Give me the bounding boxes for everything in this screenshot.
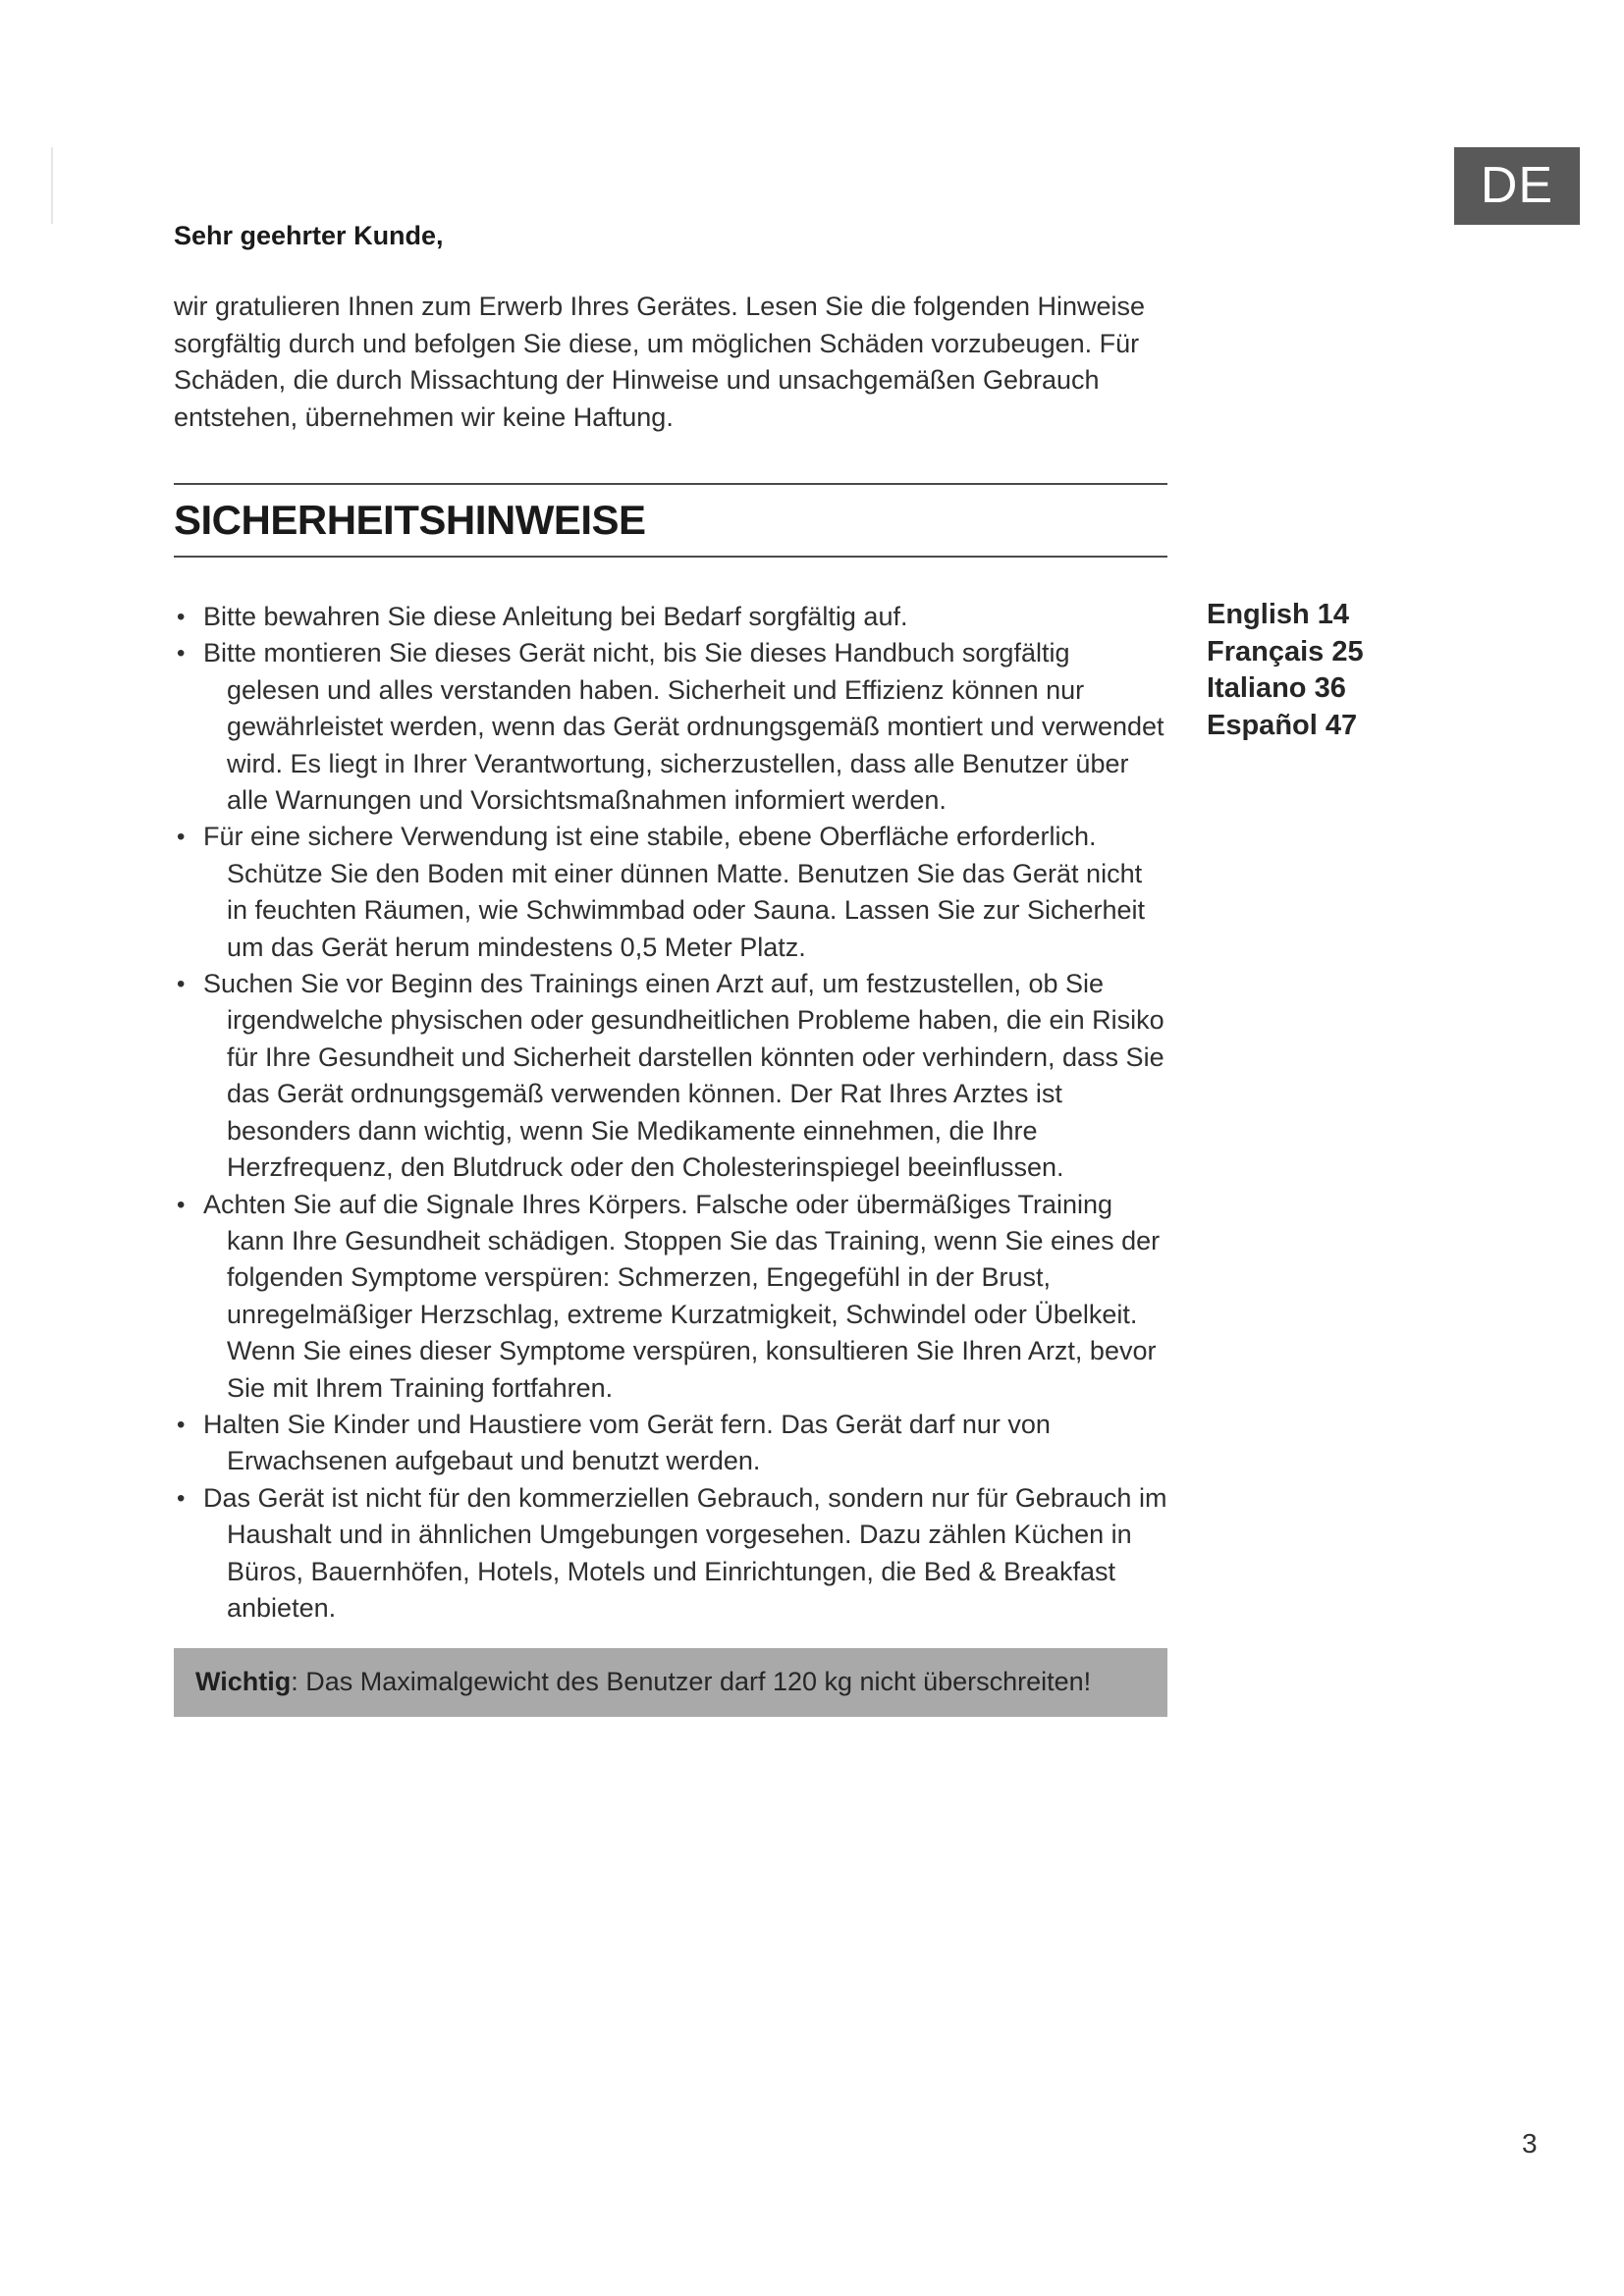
bullet-icon: • — [177, 824, 186, 851]
section-divider-bottom — [174, 556, 1167, 558]
list-item-text: Bitte bewahren Sie diese Anleitung bei Bedarf sorgfältig auf. — [203, 602, 908, 631]
list-item — [174, 819, 1167, 966]
important-notice-box — [174, 1648, 1167, 1717]
language-index-spanish: Español 47 — [1207, 709, 1358, 741]
bullet-icon: • — [177, 1411, 186, 1438]
section-divider-top — [174, 483, 1167, 485]
bullet-icon: • — [177, 640, 186, 667]
list-item-text: Für eine sichere Verwendung ist eine stabile, ebene Oberfläche erforderlich. Schütze Sie den Boden mit einer dünnen Matte. Benutzen Sie das Gerät nicht in feuchten Räumen, wie Schwimmbad oder Sauna. Lassen Sie zur Sicherheit um das Gerät herum mindestens 0,5 Meter Platz. — [203, 822, 1146, 962]
bullet-icon: • — [177, 1191, 186, 1218]
margin-marker — [51, 147, 53, 224]
main-content — [174, 216, 1167, 1717]
page-number: 3 — [1522, 2128, 1538, 2159]
list-item — [174, 599, 1167, 635]
list-item — [174, 966, 1167, 1186]
section-title: SICHERHEITSHINWEISE — [174, 497, 646, 543]
list-item — [174, 1480, 1167, 1628]
language-index-french: Français 25 — [1207, 635, 1364, 667]
list-item — [174, 1187, 1167, 1407]
list-item-text: Bitte montieren Sie dieses Gerät nicht, bis Sie dieses Handbuch sorgfältig gelesen und alles verstanden haben. Sicherheit und Effizienz können nur gewährleistet werden, wenn das Gerät ordnungsgemäß montiert und verwendet wird. Es liegt in Ihrer Verantwortung, sicherzustellen, dass alle Benutzer über alle Warnungen und Vorsichtsmaßnahmen informiert werden. — [203, 638, 1164, 816]
intro-paragraph: wir gratulieren Ihnen zum Erwerb Ihres Gerätes. Lesen Sie die folgenden Hinweise sorgfältig durch und befolgen Sie diese, um möglichen Schäden vorzubeugen. Für Schäden, die durch Missachtung der Hinweise und unsachgemäßen Gebrauch entstehen, übernehmen wir keine Haftung. — [174, 292, 1146, 432]
notice-separator: : — [291, 1667, 298, 1697]
notice-label: Wichtig — [195, 1667, 292, 1697]
list-item-text: Das Gerät ist nicht für den kommerziellen Gebrauch, sondern nur für Gebrauch im Haushalt und in ähnlichen Umgebungen vorgesehen. Dazu zählen Küchen in Büros, Bauernhöfen, Hotels, Motels und Einrichtungen, die Bed & Breakfast anbieten. — [203, 1482, 1167, 1623]
list-item-text: Achten Sie auf die Signale Ihres Körpers. Falsche oder übermäßiges Training kann Ihre Gesundheit schädigen. Stoppen Sie das Training, wenn Sie eines der folgenden Symptome verspüren: Schmerzen, Engegefühl in der Brust, unregelmäßiger Herzschlag, extreme Kurzatmigkeit, Schwindel oder Übelkeit. Wenn Sie eines dieser Symptome verspüren, konsultieren Sie Ihren Arzt, bevor Sie mit Ihrem Training fortfahren. — [203, 1189, 1161, 1403]
bullet-icon: • — [177, 604, 186, 630]
notice-text: Das Maximalgewicht des Benutzer darf 120 kg nicht überschreiten! — [298, 1667, 1092, 1697]
list-item-text: Suchen Sie vor Beginn des Trainings einen Arzt auf, um festzustellen, ob Sie irgendwelche physischen oder gesundheitlichen Probleme haben, die ein Risiko für Ihre Gesundheit und Sicherheit darstellen könnten oder verhindern, dass Sie das Gerät ordnungsgemäß verwenden können. Der Rat Ihres Arztes ist besonders dann wichtig, wenn Sie Medikamente einnehmen, die Ihre Herzfrequenz, den Blutdruck oder den Cholesterinspiegel beeinflussen. — [203, 969, 1164, 1183]
greeting: Sehr geehrter Kunde, — [174, 221, 444, 250]
bullet-icon: • — [177, 1484, 186, 1512]
list-item — [174, 1407, 1167, 1480]
list-item-text: Halten Sie Kinder und Haustiere vom Gerät fern. Das Gerät darf nur von Erwachsenen aufgebaut und benutzt werden. — [203, 1409, 1051, 1476]
safety-list — [174, 599, 1167, 1627]
language-index — [1207, 597, 1364, 744]
language-badge: DE — [1454, 147, 1580, 225]
language-index-italian: Italiano 36 — [1207, 672, 1346, 704]
language-index-english: English 14 — [1207, 599, 1350, 630]
list-item — [174, 635, 1167, 819]
bullet-icon: • — [177, 971, 186, 998]
